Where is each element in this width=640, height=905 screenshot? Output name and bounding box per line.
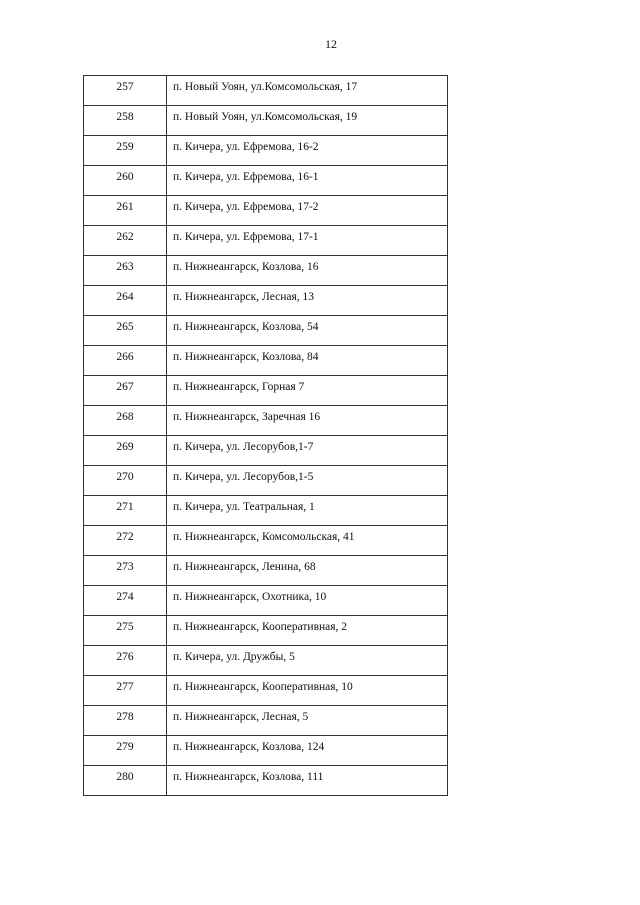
table-row xyxy=(84,586,448,616)
table-row xyxy=(84,436,448,466)
address-cell: п. Кичера, ул. Ефремова, 17-2 xyxy=(167,196,448,226)
row-number-cell: 266 xyxy=(84,346,167,376)
address-cell: п. Нижнеангарск, Козлова, 54 xyxy=(167,316,448,346)
address-cell: п. Кичера, ул. Ефремова, 16-1 xyxy=(167,166,448,196)
address-cell: п. Кичера, ул. Лесорубов,1-7 xyxy=(167,436,448,466)
row-number-cell: 263 xyxy=(84,256,167,286)
row-number-cell: 273 xyxy=(84,556,167,586)
table-row xyxy=(84,226,448,256)
row-number-cell: 260 xyxy=(84,166,167,196)
row-number-cell: 258 xyxy=(84,106,167,136)
address-cell: п. Нижнеангарск, Лесная, 5 xyxy=(167,706,448,736)
address-cell: п. Нижнеангарск, Охотника, 10 xyxy=(167,586,448,616)
address-cell: п. Нижнеангарск, Лесная, 13 xyxy=(167,286,448,316)
address-cell: п. Кичера, ул. Театральная, 1 xyxy=(167,496,448,526)
address-cell: п. Кичера, ул. Ефремова, 16-2 xyxy=(167,136,448,166)
row-number-cell: 275 xyxy=(84,616,167,646)
address-cell: п. Нижнеангарск, Козлова, 124 xyxy=(167,736,448,766)
table-row xyxy=(84,346,448,376)
table-row xyxy=(84,616,448,646)
table-row xyxy=(84,736,448,766)
row-number-cell: 264 xyxy=(84,286,167,316)
table-row xyxy=(84,526,448,556)
row-number-cell: 267 xyxy=(84,376,167,406)
table-row xyxy=(84,316,448,346)
table-row xyxy=(84,466,448,496)
row-number-cell: 261 xyxy=(84,196,167,226)
table-row xyxy=(84,646,448,676)
table-row xyxy=(84,136,448,166)
row-number-cell: 279 xyxy=(84,736,167,766)
table-row xyxy=(84,406,448,436)
address-cell: п. Нижнеангарск, Комсомольская, 41 xyxy=(167,526,448,556)
address-cell: п. Нижнеангарск, Козлова, 16 xyxy=(167,256,448,286)
row-number-cell: 265 xyxy=(84,316,167,346)
table-row xyxy=(84,196,448,226)
row-number-cell: 276 xyxy=(84,646,167,676)
address-cell: п. Новый Уоян, ул.Комсомольская, 17 xyxy=(167,76,448,106)
row-number-cell: 277 xyxy=(84,676,167,706)
address-cell: п. Нижнеангарск, Горная 7 xyxy=(167,376,448,406)
address-table xyxy=(83,75,448,796)
address-cell: п. Кичера, ул. Дружбы, 5 xyxy=(167,646,448,676)
address-cell: п. Нижнеангарск, Козлова, 84 xyxy=(167,346,448,376)
row-number-cell: 269 xyxy=(84,436,167,466)
row-number-cell: 268 xyxy=(84,406,167,436)
row-number-cell: 280 xyxy=(84,766,167,796)
row-number-cell: 278 xyxy=(84,706,167,736)
address-cell: п. Нижнеангарск, Заречная 16 xyxy=(167,406,448,436)
address-cell: п. Кичера, ул. Лесорубов,1-5 xyxy=(167,466,448,496)
table-row xyxy=(84,106,448,136)
row-number-cell: 259 xyxy=(84,136,167,166)
address-cell: п. Новый Уоян, ул.Комсомольская, 19 xyxy=(167,106,448,136)
row-number-cell: 274 xyxy=(84,586,167,616)
table-row xyxy=(84,166,448,196)
table-row xyxy=(84,376,448,406)
page-number: 12 xyxy=(325,37,337,51)
address-cell: п. Нижнеангарск, Козлова, 111 xyxy=(167,766,448,796)
row-number-cell: 257 xyxy=(84,76,167,106)
table-row xyxy=(84,496,448,526)
address-cell: п. Нижнеангарск, Ленина, 68 xyxy=(167,556,448,586)
table-row xyxy=(84,256,448,286)
row-number-cell: 271 xyxy=(84,496,167,526)
table-row xyxy=(84,706,448,736)
table-row xyxy=(84,676,448,706)
table-row xyxy=(84,556,448,586)
address-cell: п. Нижнеангарск, Кооперативная, 10 xyxy=(167,676,448,706)
address-cell: п. Нижнеангарск, Кооперативная, 2 xyxy=(167,616,448,646)
address-table-body xyxy=(84,76,448,796)
table-row xyxy=(84,286,448,316)
row-number-cell: 270 xyxy=(84,466,167,496)
row-number-cell: 272 xyxy=(84,526,167,556)
table-row xyxy=(84,766,448,796)
address-cell: п. Кичера, ул. Ефремова, 17-1 xyxy=(167,226,448,256)
row-number-cell: 262 xyxy=(84,226,167,256)
table-row xyxy=(84,76,448,106)
